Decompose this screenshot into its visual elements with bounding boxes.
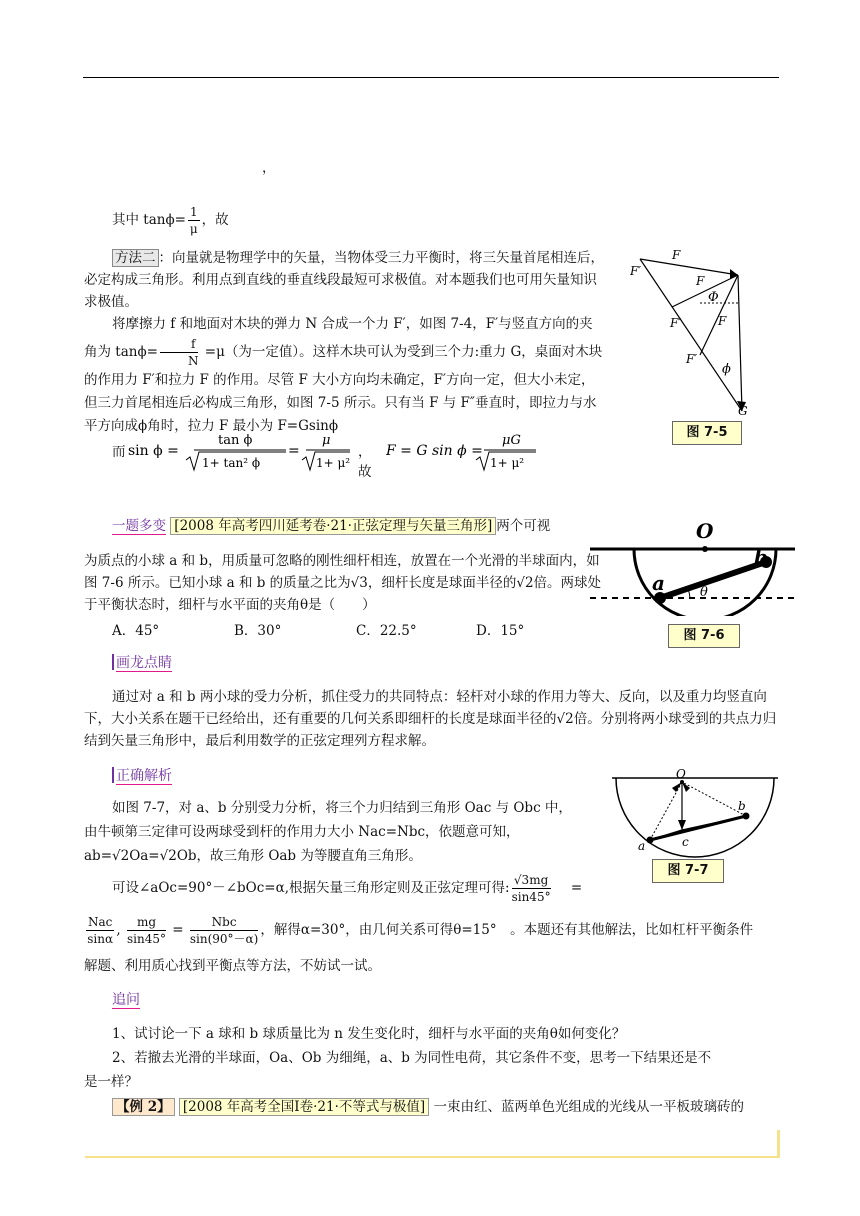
svg-text:μ: μ — [322, 433, 331, 448]
formula-mu-frac — [288, 430, 358, 472]
jiexi-line3: ab=√2Oa=√2Ob，故三角形 Oab 为等腰直角三角形。 — [84, 848, 422, 864]
method2-para1-text: ：向量就是物理学中的矢量，当物体受三力平衡时，将三矢量首尾相连后，必定构成三角形。利用点到直线的垂直线段最短可求极值。对本题我们也可用矢量知识求极值。 — [84, 250, 604, 310]
method2-para2 — [84, 313, 604, 438]
fig75-F-right: F — [718, 314, 727, 328]
jiexi-line5-row: $\frac{\text{Nac}}{\sin\alpha}$ , $\frac{mg}{\sin 45^\circ}$ = $\frac{\text{Nbc}}{\sin(90^\circ-\alpha)}$ ，解得α=30°，由几何关系可得θ=15° 。本题还有其他解法，比如杠杆平衡条件 — [87, 915, 754, 946]
svg-text:=: = — [288, 443, 300, 459]
jiexi-eq2: = — [172, 922, 184, 938]
fig75-F-top: F — [672, 248, 681, 262]
jiexi-bar — [112, 767, 114, 783]
formula-sin-phi — [126, 430, 306, 472]
intro-frac-num: 1 — [189, 205, 198, 219]
formula-mid: ，故 — [358, 444, 372, 480]
example2-text: 一束由红、蓝两单色光组成的光线从一平板玻璃砖的 — [433, 1099, 744, 1115]
frac3-den: sin45° — [126, 932, 166, 946]
dianjing-text: 通过对 a 和 b 两小球的受力分析，抓住受力的共同特点：轻杆对小球的作用力等大、反向，以及重力均竖直向下，大小关系在题干已经给出，还有重要的几何关系即细杆的长度是球面半径的√2倍。分别将两小球受到的共点力归结到矢量三角形中，最后利用数学的正弦定理列方程求解。 — [84, 689, 777, 749]
frac4-num: Nbc — [190, 914, 258, 931]
method2-frac-den: N — [187, 354, 199, 368]
fig75-G: G — [738, 404, 748, 418]
fig77-O: O — [676, 768, 686, 781]
method2-frac — [160, 336, 199, 369]
intro-prefix: 其中 tanϕ= — [112, 212, 186, 228]
method2-frac-num: f — [160, 336, 199, 353]
fig77-c: c — [682, 835, 689, 849]
intro-line — [112, 204, 792, 237]
jiexi-frac4 — [190, 914, 258, 947]
fig76-O: O — [696, 519, 714, 543]
fig75-Fp-low: F′ — [686, 352, 698, 366]
fig75-Fp-left: F′ — [630, 264, 642, 278]
svg-text:μG: μG — [502, 433, 521, 448]
intro-fraction — [188, 204, 200, 237]
example2-label: 【例 2】 — [112, 1098, 175, 1116]
svg-text:F = G sin ϕ =: F = G sin ϕ = — [386, 443, 483, 459]
dianjing-tag-row — [112, 652, 172, 672]
option-d: D．15° — [476, 623, 525, 639]
frac1-num: √3mg — [512, 872, 551, 889]
zhuiwen-q2b: 是一样？ — [84, 1074, 138, 1090]
dianjing-tag: 画龙点睛 — [116, 655, 172, 671]
stray-comma: ， — [262, 160, 276, 176]
fig75-phi-top: Φ — [708, 290, 719, 305]
formula-F — [386, 430, 556, 472]
jiexi-line2: 由牛顿第三定律可设两球受到杆的作用力大小 Nac=Nbc，依题意可知， — [84, 824, 520, 840]
svg-text:1+ μ²: 1+ μ² — [316, 456, 351, 470]
variant-header — [112, 515, 550, 537]
option-c: C．22.5° — [356, 623, 417, 639]
fig77-b: b — [738, 799, 746, 813]
method2-para1 — [84, 247, 604, 313]
frac3-num: mg — [127, 914, 166, 931]
fig76-b: b — [754, 545, 768, 569]
jiexi-frac1 — [512, 872, 551, 905]
zhuiwen-tag: 追问 — [112, 992, 140, 1008]
option-b: B．30° — [234, 623, 282, 639]
jiexi-frac2 — [86, 914, 114, 947]
variant-text2: 为质点的小球 a 和 b，用质量可忽略的刚性细杆相连，放置在一个光滑的半球面内，如图 7-6 所示。已知小球 a 和 b 的质量之比为√3，细杆长度是球面半径的√2倍。两球处于平衡状态时，细杆与水平面的夹角θ是（ ） — [84, 553, 602, 613]
jiexi-line1: 如图 7-7，对 a、b 分别受力分析，将三个力归结到三角形 Oac 与 Obc 中， — [112, 800, 572, 816]
fig76-caption: 图 7-6 — [668, 624, 740, 648]
figure-7-6 — [590, 516, 800, 616]
figure-7-7 — [612, 768, 782, 864]
jiexi-line6: 解题、利用质心找到平衡点等方法，不妨试一试。 — [84, 958, 381, 974]
footer-rule-corner — [777, 1130, 780, 1158]
intro-frac-den: μ — [189, 222, 198, 236]
fig77-a: a — [638, 839, 646, 853]
frac1-den: sin45° — [511, 890, 551, 904]
frac2-den: sinα — [87, 932, 114, 946]
intro-suffix: ，故 — [201, 212, 229, 228]
figure-7-5 — [630, 245, 780, 425]
jiexi-line5: ，解得α=30°，由几何关系可得θ=15° 。本题还有其他解法，比如杠杆平衡条件 — [260, 922, 754, 938]
svg-text:1+ tan² ϕ: 1+ tan² ϕ — [202, 456, 261, 470]
method2-para2a: 将摩擦力 f 和地面对木块的弹力 N 合成一个力 F′，如图 7-4，F′与竖直方向的夹角为 tanϕ= — [84, 316, 593, 360]
fig75-Fp-mid: F′ — [670, 316, 682, 330]
example2-row — [112, 1096, 744, 1118]
example2-exam-ref: [2008 年高考全国Ⅰ卷·21·不等式与极值] — [179, 1098, 429, 1116]
variant-tag: 一题多变 — [112, 518, 166, 534]
dianjing-bar — [112, 654, 114, 670]
footer-rule — [85, 1156, 779, 1158]
jiexi-tag-row — [112, 765, 172, 785]
variant-text1: 两个可视 — [496, 518, 551, 534]
formula-lead: 而 — [112, 444, 126, 460]
jiexi-frac3 — [127, 914, 166, 947]
fig77-caption: 图 7-7 — [652, 859, 724, 883]
svg-text:1+ μ²: 1+ μ² — [490, 456, 525, 470]
fig76-a: a — [652, 571, 665, 595]
fig76-theta: θ — [700, 585, 708, 600]
zhuiwen-tag-row — [112, 989, 140, 1009]
method2-para2b: =μ（为一定值）。这样木块可认为受到三个力:重力 G，桌面对木块的作用力 F′和拉力 F 的作用。尽管 F 大小方向均未确定，F′方向一定，但大小未定，但三力首尾相连后必构成三角形，如图 7-5 所示。只有当 F 与 F″垂直时，即拉力与水平方向成ϕ角时，拉力 F 最小为 F=Gsinϕ — [84, 344, 603, 434]
frac2-num: Nac — [88, 915, 113, 929]
svg-text:tan ϕ: tan ϕ — [218, 433, 253, 448]
fig75-caption: 图 7-5 — [672, 421, 742, 445]
fig75-F-mid: F — [696, 274, 705, 288]
jiexi-tag: 正确解析 — [116, 768, 172, 784]
jiexi-eq1: = — [570, 880, 583, 896]
jiexi-line4-row — [112, 872, 582, 905]
fig75-phi-low: ϕ — [722, 362, 731, 377]
zhuiwen-q2a: 2、若撤去光滑的半球面，Oa、Ob 为细绳，a、b 为同性电荷，其它条件不变，思考一下结果还是不 — [112, 1050, 712, 1066]
header-rule — [83, 77, 779, 78]
svg-text:sin ϕ =: sin ϕ = — [128, 443, 179, 459]
variant-exam-ref: [2008 年高考四川延考卷·21·正弦定理与矢量三角形] — [170, 517, 496, 535]
zhuiwen-q1: 1、试讨论一下 a 球和 b 球质量比为 n 发生变化时，细杆与水平面的夹角θ如何变化？ — [112, 1026, 626, 1042]
method2-label: 方法二 — [112, 249, 159, 267]
jiexi-line4: 可设∠aOc=90°－∠bOc=α,根据矢量三角形定则及正弦定理可得: — [112, 880, 510, 896]
option-a: A．45° — [112, 623, 160, 639]
frac4-den: sin(90°－α) — [189, 932, 259, 946]
